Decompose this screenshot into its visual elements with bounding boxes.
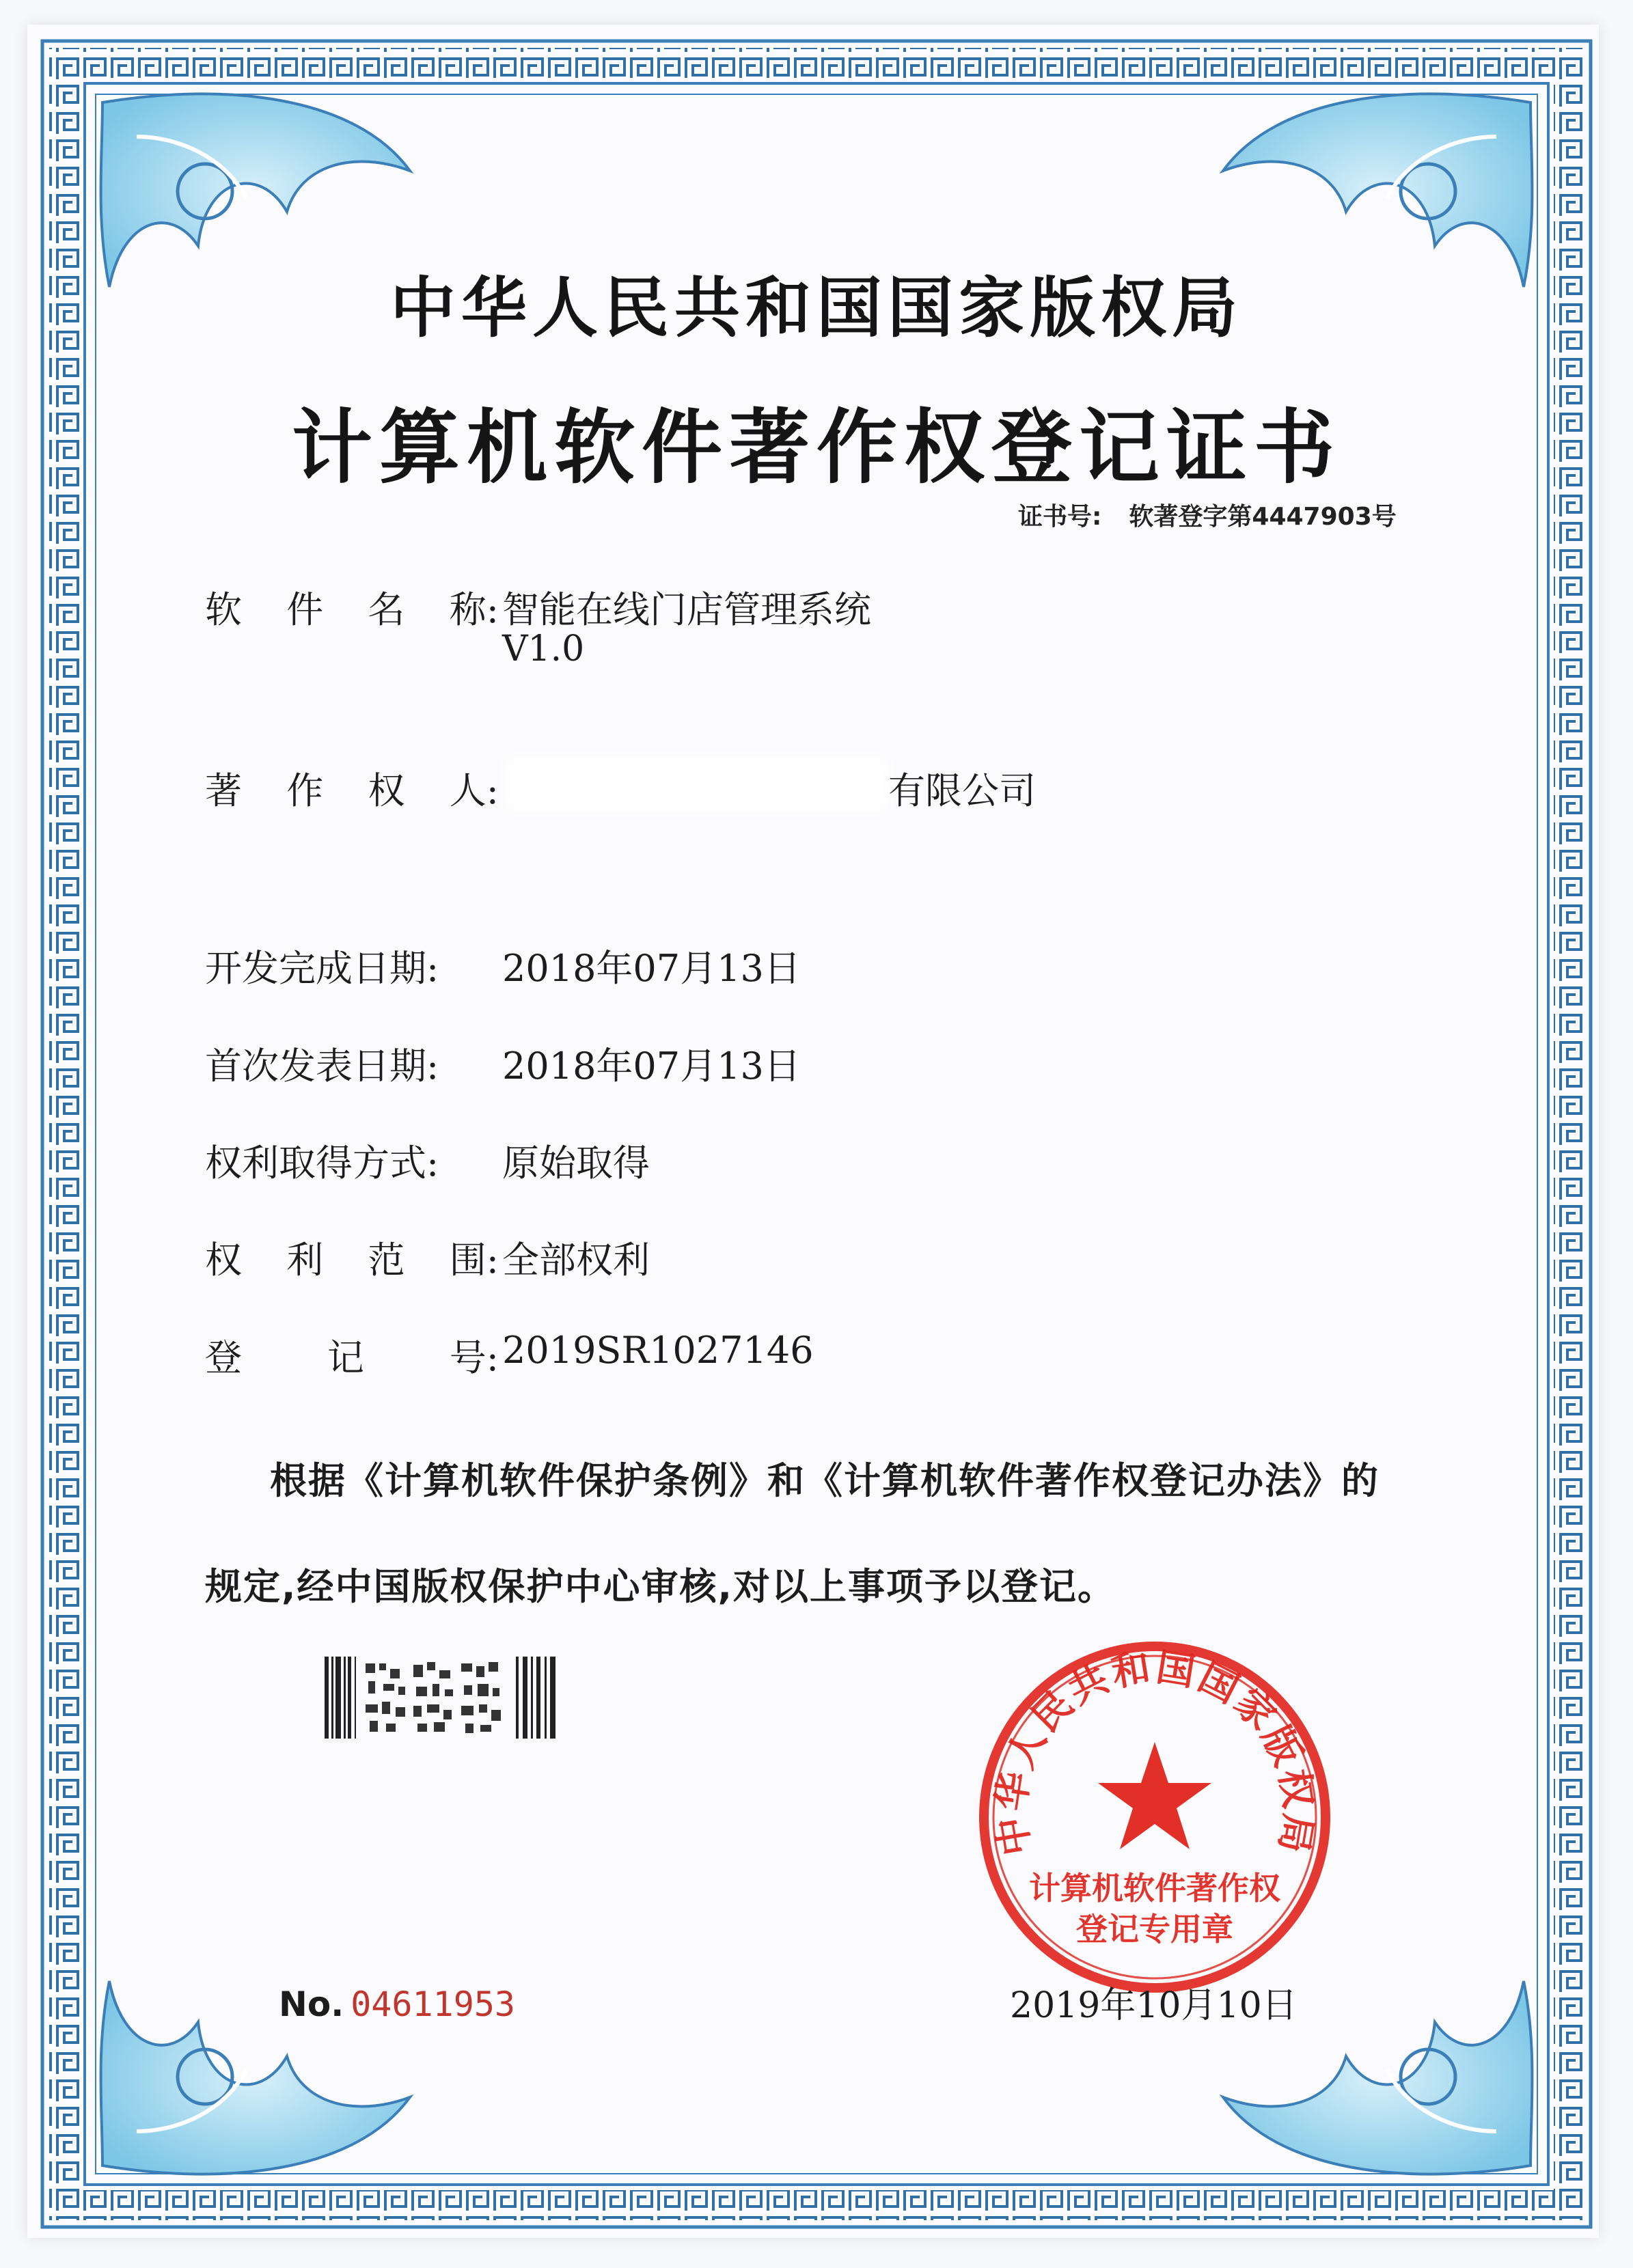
- software-version-value: V1.0: [502, 628, 585, 669]
- official-seal-icon: [974, 1636, 1336, 1998]
- barcode-icon: [325, 1657, 557, 1739]
- field-label: 登 记 号:: [205, 1336, 499, 1379]
- field-label: 首次发表日期:: [205, 1045, 439, 1088]
- issue-date: 2019年10月10日: [1010, 1985, 1298, 2026]
- certificate-number: [1018, 497, 1424, 532]
- field-label: 著 作 权 人:: [205, 769, 499, 812]
- redacted-owner-name: [506, 758, 888, 811]
- serial-number-prefix: No.: [279, 1984, 344, 2024]
- field-label: 开发完成日期:: [205, 947, 439, 990]
- certificate-number-value: 软著登字第4447903号: [1129, 503, 1397, 531]
- certificate-number-label: 证书号:: [1018, 503, 1102, 531]
- software-name-value: 智能在线门店管理系统: [502, 588, 871, 631]
- certificate-title: 计算机软件著作权登记证书: [291, 400, 1341, 495]
- owner-value: 有限公司: [888, 769, 1036, 812]
- field-label: 权利取得方式:: [205, 1142, 439, 1185]
- statement-line-2: 规定,经中国版权保护中心审核,对以上事项予以登记。: [205, 1565, 1116, 1608]
- dev-date-value: 2018年07月13日: [502, 947, 801, 990]
- reg-no-value: 2019SR1027146: [502, 1329, 814, 1372]
- acquire-method-value: 原始取得: [502, 1142, 650, 1185]
- statement-line-1: 根据《计算机软件保护条例》和《计算机软件著作权登记办法》的: [270, 1459, 1380, 1502]
- svg-text:计算机软件著作权: 计算机软件著作权: [1029, 1870, 1280, 1907]
- svg-text:中华人民共和国国家版权局: 中华人民共和国国家版权局: [989, 1645, 1321, 1859]
- serial-number-value: 04611953: [351, 1984, 516, 2024]
- svg-text:登记专用章: 登记专用章: [1076, 1911, 1233, 1948]
- scope-value: 全部权利: [502, 1239, 650, 1282]
- issuing-authority: 中华人民共和国国家版权局: [390, 270, 1243, 346]
- field-label: 权 利 范 围:: [205, 1239, 499, 1282]
- serial-number: [279, 1984, 515, 2024]
- publish-date-value: 2018年07月13日: [502, 1045, 801, 1088]
- field-label: 软 件 名 称:: [205, 588, 499, 631]
